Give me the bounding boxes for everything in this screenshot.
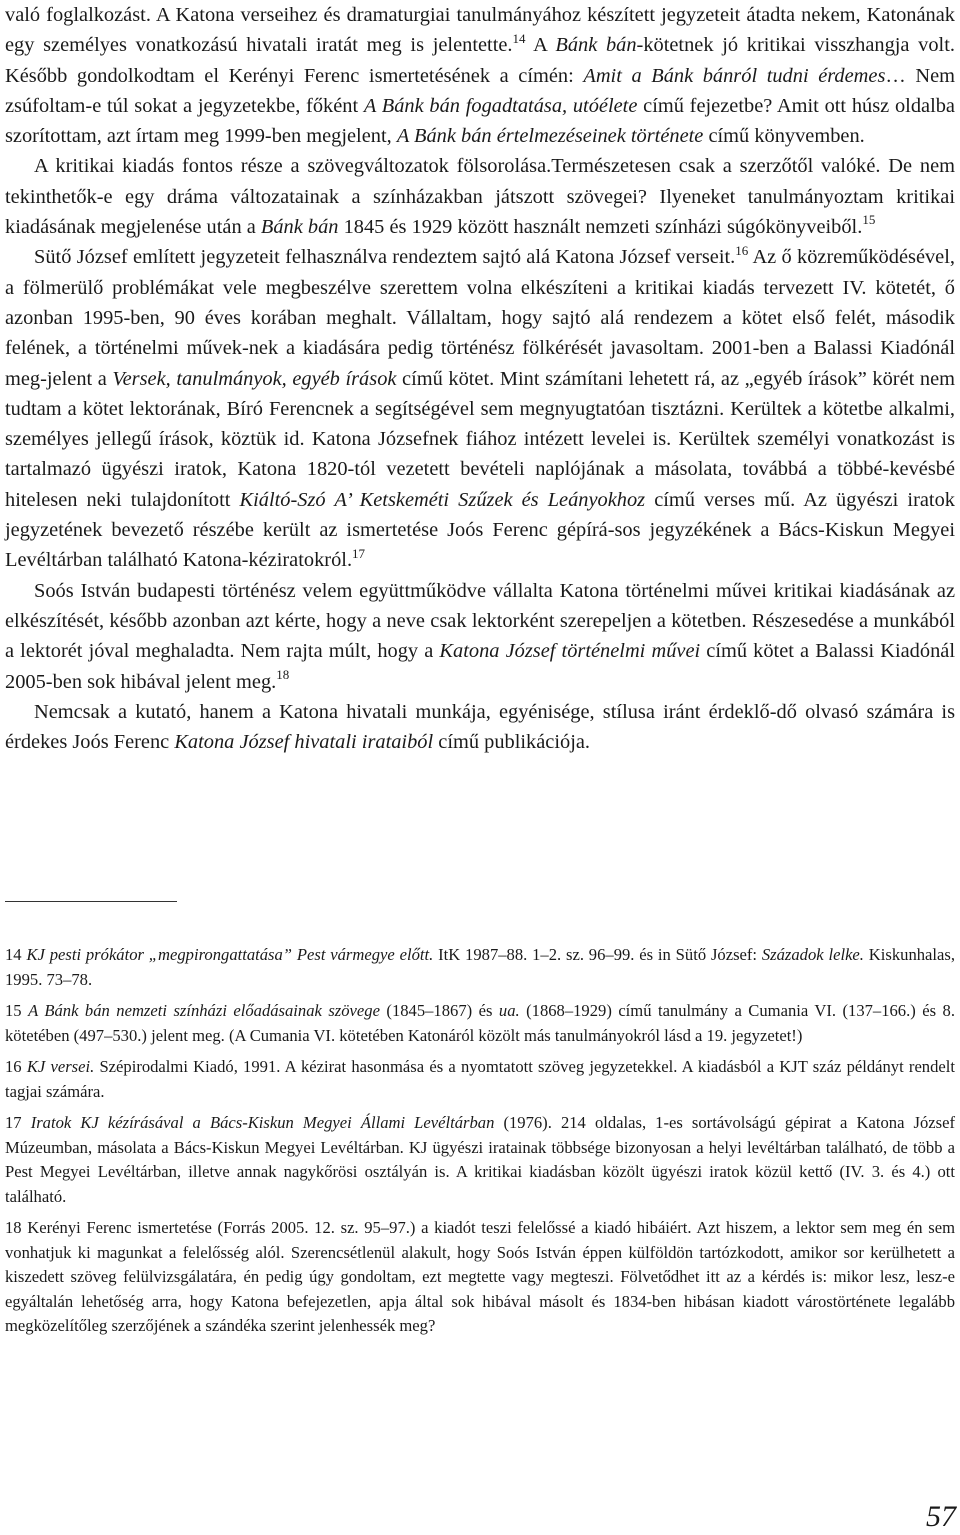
footnote-ref: 17 xyxy=(352,545,366,561)
footnote-separator xyxy=(5,901,177,902)
paragraph: Nemcsak a kutató, hanem a Katona hivatali munkája, egyénisége, stílusa iránt érdeklő-dő olvasó számára is érdekes Joós Ferenc Katona József hivatali irataiból című publikációja. xyxy=(5,700,955,754)
footnote-17: 17 Iratok KJ kézírásával a Bács-Kiskun Megyei Állami Levéltárban (1976). 214 oldalas, 1-es sortávolságú gépirat a Katona József Múzeumban, másolata a Bács-Kiskun Megyei Levéltárban. KJ ügyészi iratainak többsége bizonyosan a helyi levéltárban található, de több a Pest Megyei Levéltárban, illetve annak nagykőrösi osztályán is. A kritikai kiadásban közölt ügyészi iratok közül kettő (IV. 3. és 4.) ott található. xyxy=(5,1113,956,1206)
paragraph: Sütő József említett jegyzeteit felhasználva rendeztem sajtó alá Katona József verseit.$^{16}$ Az ő közreműködésével, a fölmerülő problémákat vele megbeszélve szerettem volna elkészíteni a kritikai kiadás tervezett IV. kötetét, ő azonban 1995-ben, 90 éves korában meghalt. Vállaltam, hogy sajtó alá rendezem a kötet első felét, második felének, a történelmi művek-nek a kiadására pedig történész fölkérését javasoltam. 2001-ben a Balassi Kiadónál meg-jelent a Versek, tanulmányok, egyéb írások című kötet. Mint számítani lehetett rá, az „egyéb írások” körét nem tudtam a kötet lektorának, Bíró Ferencnek a segítségével sem megnyugtatóan tisztázni. Kerültek a kötetbe alkalmi, személyes jellegű írások, köztük id. Katona Józsefnek fiához intézett levelei is. Kerültek személyi vonatkozást is tartalmazó ügyészi iratok, Katona 1820-tól vezetett bevételi naplójának a másolata, továbbá a többé-kevésbé hitelesen neki tulajdonított Kiáltó-Szó A’ Ketskeméti Szűzek és Leányokhoz című verses mű. Az ügyészi iratok jegyzetének bevezető részébe került az ismertetése Joós Ferenc gépírá-sos jegyzékének a Bács-Kiskun Megyei Levéltárban található Katona-kéziratokról.$^{17}$ xyxy=(5,242,955,572)
footnote-18: 18 Kerényi Ferenc ismertetése (Forrás 2005. 12. sz. 95–97.) a kiadót teszi felelőssé a kiadó hibáiért. Azt hiszem, a lektor sem meg én sem vonhatjuk ki magunkat a felelősség alól. Szerencsétlenül alakult, hogy Soós István éppen külföldön tartózkodott, amikor sor kerülhetett a kiszedett szöveg felülvizsgálatára, én pedig úgy gondoltam, ezt megtette vagy megteszi. Fölvetődhet itt az a kérdés is: mikor lesz, lesz-e egyáltalán lehetőség arra, hogy Katona befejezetlen, apja által sok hibával másolt és 1834-ben hibásan kiadott várostörténete legalább megközelítőleg szerzőjének a szándéka szerint jelenhessék meg? xyxy=(5,1218,955,1335)
footnote-ref: 16 xyxy=(735,242,749,258)
paragraph: Soós István budapesti történész velem együttműködve vállalta Katona történelmi művei kritikai kiadásának az elkészítését, később azonban azt kérte, hogy a neve csak lektorként szerepeljen a kötetben. Részesedése a munkából a lektorét jóval meghaladta. Nem rajta múlt, hogy a Katona József történelmi művei című kötet a Balassi Kiadónál 2005-ben sok hibával jelent meg.$^{18}$ xyxy=(5,579,955,693)
footnote-16: 16 KJ versei. Szépirodalmi Kiadó, 1991. A kézirat hasonmása és a nyomtatott szöveg jegyzetekkel. A kiadásból a KJT száz példányt rendelt tagjai számára. xyxy=(5,1057,955,1101)
footnote-ref: 18 xyxy=(276,666,290,682)
paragraph: A kritikai kiadás fontos része a szövegváltozatok fölsorolása.Természetesen csak a szerzőtől valóké. De nem tekinthetők-e egy dráma változatainak a színházakban játszott szövegei? Ilyeneket tanulmányoztam kritikai kiadásának megjelenése után a Bánk bán 1845 és 1929 között használt nemzeti színházi súgókönyveiből.$^{15}$ xyxy=(5,155,955,239)
footnote-ref: 14 xyxy=(512,30,526,46)
footnote-14: 14 KJ pesti prókátor „megpirongattatása” Pest vármegye előtt. ItK 1987–88. 1–2. sz. 96–99. és in Sütő József: Századok lelke. Kiskunhalas, 1995. 73–78. xyxy=(5,945,955,989)
paragraph: való foglalkozást. A Katona verseihez és dramaturgiai tanulmányához készített jegyzeteit átadta nekem, Katonának egy személyes vonatkozású hivatali iratát meg is jelentette.$^{14}$ A Bánk bán-kötetnek jó kritikai visszhangja volt. Később gondolkodtam el Kerényi Ferenc ismertetésének a címén: Amit a Bánk bánról tudni érdemes… Nem zsúfoltam-e túl sokat a jegyzetekbe, főként A Bánk bán fogadtatása, utóélete című fejezetbe? Amit ott húsz oldalba szorítottam, azt írtam meg 1999-ben megjelent, A Bánk bán értelmezéseinek története című könyvemben. xyxy=(5,4,956,148)
footnote-ref: 15 xyxy=(862,212,876,228)
page-number: 57 xyxy=(926,1500,956,1533)
main-text xyxy=(5,0,955,757)
footnote-15: 15 A Bánk bán nemzeti színházi előadásainak szövege (1845–1867) és ua. (1868–1929) című tanulmány a Cumania VI. (137–166.) és 8. kötetében (497–530.) jelent meg. (A Cumania VI. kötetében Katonáról közölt más tanulmányokról lásd a 19. jegyzetet!) xyxy=(5,1001,955,1045)
footnotes xyxy=(5,943,955,1346)
